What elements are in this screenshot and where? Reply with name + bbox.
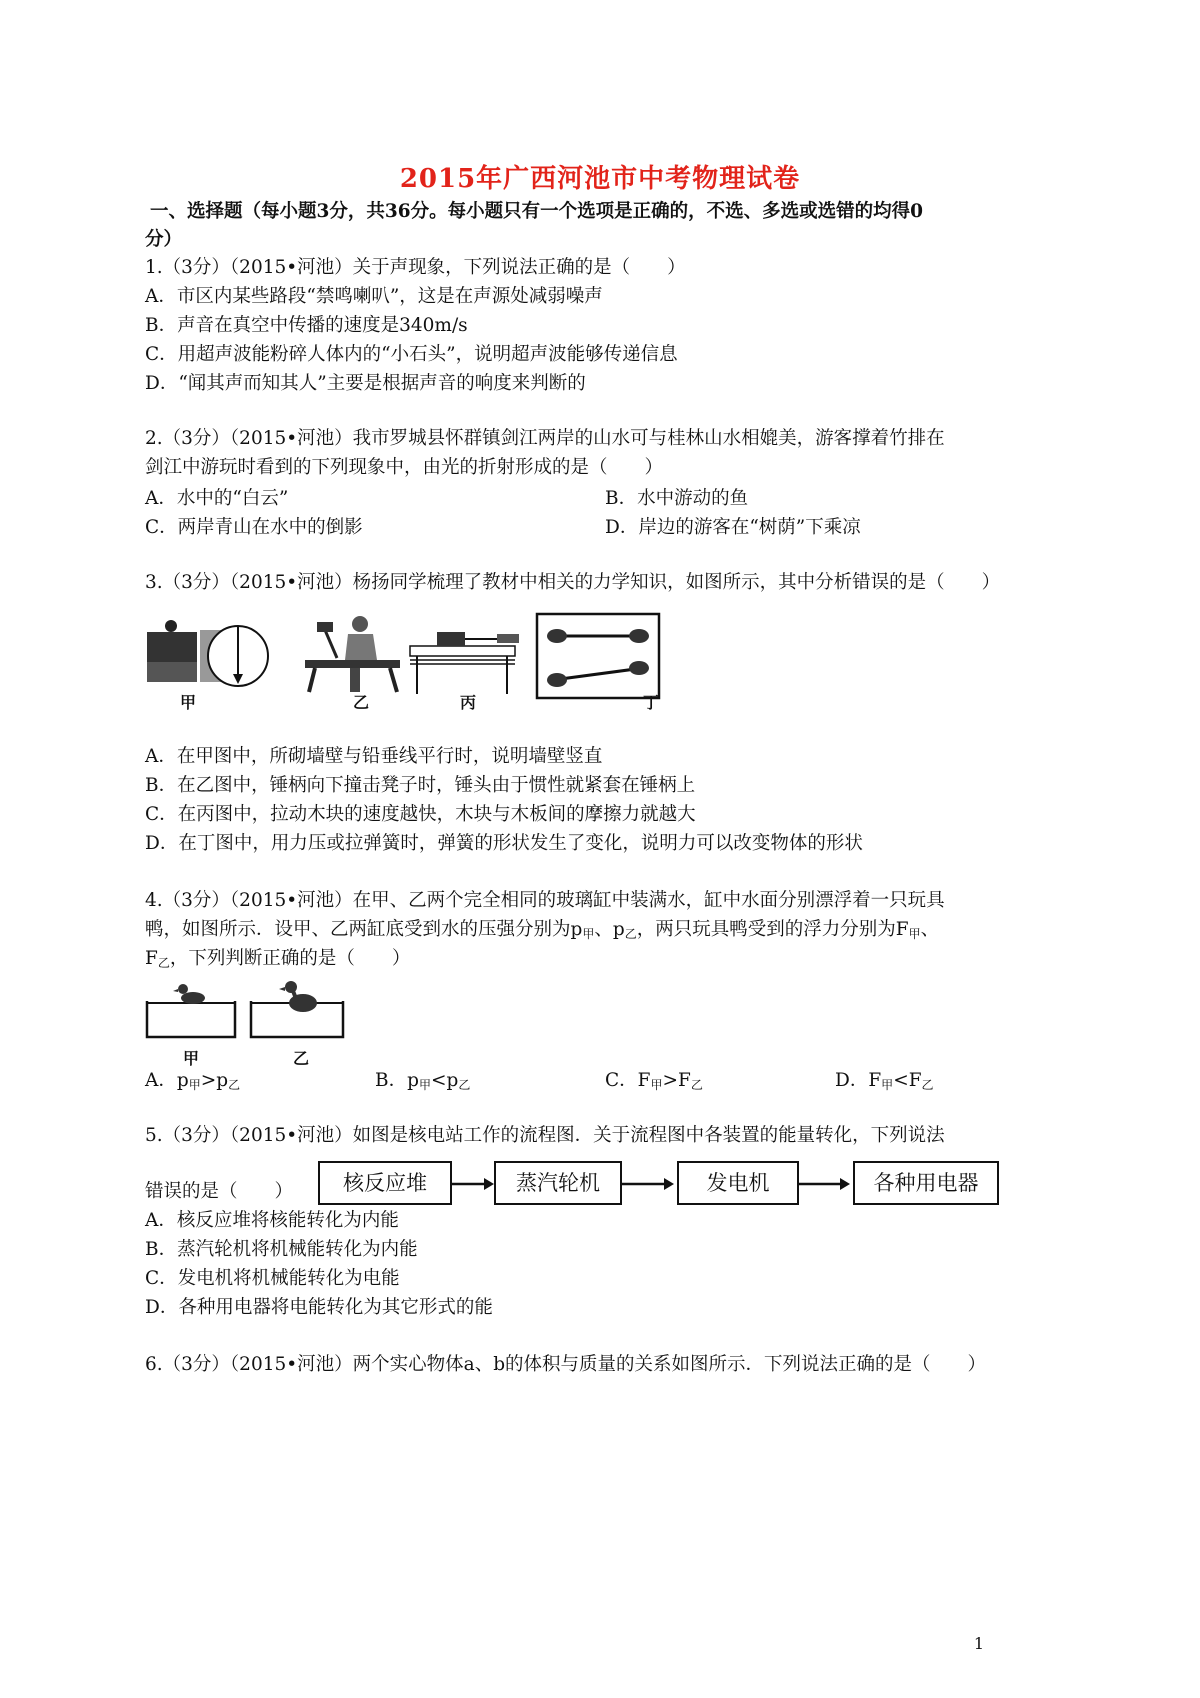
tank-yi — [251, 981, 343, 1037]
flow-box-generator: 发电机 — [677, 1161, 799, 1205]
q3-fig-label-ding: 丁 — [643, 693, 660, 712]
q3-figure — [145, 610, 725, 720]
spring-figure — [537, 614, 659, 698]
q4-option-b: B．$p_甲<p_乙$ — [375, 1070, 471, 1092]
q4-stem-2: 鸭，如图所示．设甲、乙两缸底受到水的压强分别为$p_甲$、$p_乙$，两只玩具鸭受到的浮力分别为$F_甲$、 — [145, 919, 940, 941]
block-board-figure — [410, 632, 519, 694]
q1-option-a: A．市区内某些路段“禁鸣喇叭”，这是在声源处减弱噪声 — [145, 286, 603, 307]
q5-option-c: C．发电机将机械能转化为电能 — [145, 1268, 400, 1289]
q2-option-a: A．水中的“白云” — [145, 488, 289, 509]
arrow-right-icon — [452, 1178, 494, 1190]
q5-option-d: D．各种用电器将电能转化为其它形式的能 — [145, 1297, 493, 1318]
q4-option-d: D．$F_甲<F_乙$ — [835, 1070, 934, 1092]
section-heading: 一、选择题（每小题3分，共36分。每小题只有一个选项是正确的，不选、多选或选错的均得0 — [150, 201, 923, 222]
q5-option-a: A．核反应堆将核能转化为内能 — [145, 1210, 399, 1231]
q3-fig-label-bing: 丙 — [460, 693, 477, 712]
q4-option-c: C．$F_甲>F_乙$ — [605, 1070, 703, 1092]
hammer-bench-figure — [305, 616, 400, 692]
q1-option-b: B．声音在真空中传播的速度是340m/s — [145, 315, 468, 336]
q3-option-a: A．在甲图中，所砌墙壁与铅垂线平行时，说明墙壁竖直 — [145, 746, 603, 767]
q5-stem-2: 错误的是（ ） — [145, 1181, 294, 1202]
arrow-right-icon — [799, 1178, 850, 1190]
q3-fig-label-jia: 甲 — [180, 693, 197, 712]
q5-option-b: B．蒸汽轮机将机械能转化为内能 — [145, 1239, 418, 1260]
q3-fig-label-yi: 乙 — [353, 693, 370, 712]
q2-stem-1: 2.（3分）（2015•河池）我市罗城县怀群镇剑江两岸的山水可与桂林山水相媲美，游客撑着竹排在 — [145, 428, 945, 449]
q4-option-a: A．$p_甲>p_乙$ — [145, 1070, 241, 1092]
q4-fig-label-jia: 甲 — [183, 1049, 200, 1068]
flow-box-turbine: 蒸汽轮机 — [494, 1161, 622, 1205]
q4-stem-3: $F_乙$，下列判断正确的是（ ） — [145, 948, 411, 970]
arrow-right-icon — [622, 1178, 674, 1190]
flow-box-reactor: 核反应堆 — [318, 1161, 452, 1205]
q6-stem: 6.（3分）（2015•河池）两个实心物体a、b的体积与质量的关系如图所示．下列说法正确的是（ ） — [145, 1354, 987, 1375]
flow-box-appliances: 各种用电器 — [853, 1161, 999, 1205]
wall-plumb-figure — [147, 620, 268, 686]
q1-option-c: C．用超声波能粉碎人体内的“小石头”，说明超声波能够传递信息 — [145, 344, 678, 365]
q4-figure — [145, 975, 355, 1067]
q4-fig-label-yi: 乙 — [293, 1049, 310, 1068]
page-title: 2015年广西河池市中考物理试卷 — [399, 164, 801, 194]
q2-option-b: B．水中游动的鱼 — [605, 488, 749, 509]
q2-option-c: C．两岸青山在水中的倒影 — [145, 517, 363, 538]
q3-stem: 3.（3分）（2015•河池）杨扬同学梳理了教材中相关的力学知识，如图所示，其中分析错误的是（ ） — [145, 572, 1001, 593]
q1-option-d: D．“闻其声而知其人”主要是根据声音的响度来判断的 — [145, 373, 586, 394]
q1-stem: 1.（3分）（2015•河池）关于声现象，下列说法正确的是（ ） — [145, 257, 686, 278]
section-heading-cont: 分） — [145, 229, 183, 250]
page-number: 1 — [973, 1634, 984, 1653]
flow-arrows — [450, 1170, 860, 1200]
q2-option-d: D．岸边的游客在“树荫”下乘凉 — [605, 517, 861, 538]
duck-icon — [173, 984, 205, 1004]
tank-jia — [147, 984, 235, 1037]
q3-option-c: C．在丙图中，拉动木块的速度越快，木块与木板间的摩擦力就越大 — [145, 804, 696, 825]
duck-icon — [279, 981, 317, 1012]
q3-option-b: B．在乙图中，锤柄向下撞击凳子时，锤头由于惯性就紧套在锤柄上 — [145, 775, 696, 796]
q4-stem-1: 4.（3分）（2015•河池）在甲、乙两个完全相同的玻璃缸中装满水，缸中水面分别漂浮着一只玩具 — [145, 890, 945, 911]
q2-stem-2: 剑江中游玩时看到的下列现象中，由光的折射形成的是（ ） — [145, 457, 664, 478]
q5-stem-1: 5.（3分）（2015•河池）如图是核电站工作的流程图．关于流程图中各装置的能量转化，下列说法 — [145, 1125, 945, 1146]
q3-option-d: D．在丁图中，用力压或拉弹簧时，弹簧的形状发生了变化，说明力可以改变物体的形状 — [145, 833, 863, 854]
